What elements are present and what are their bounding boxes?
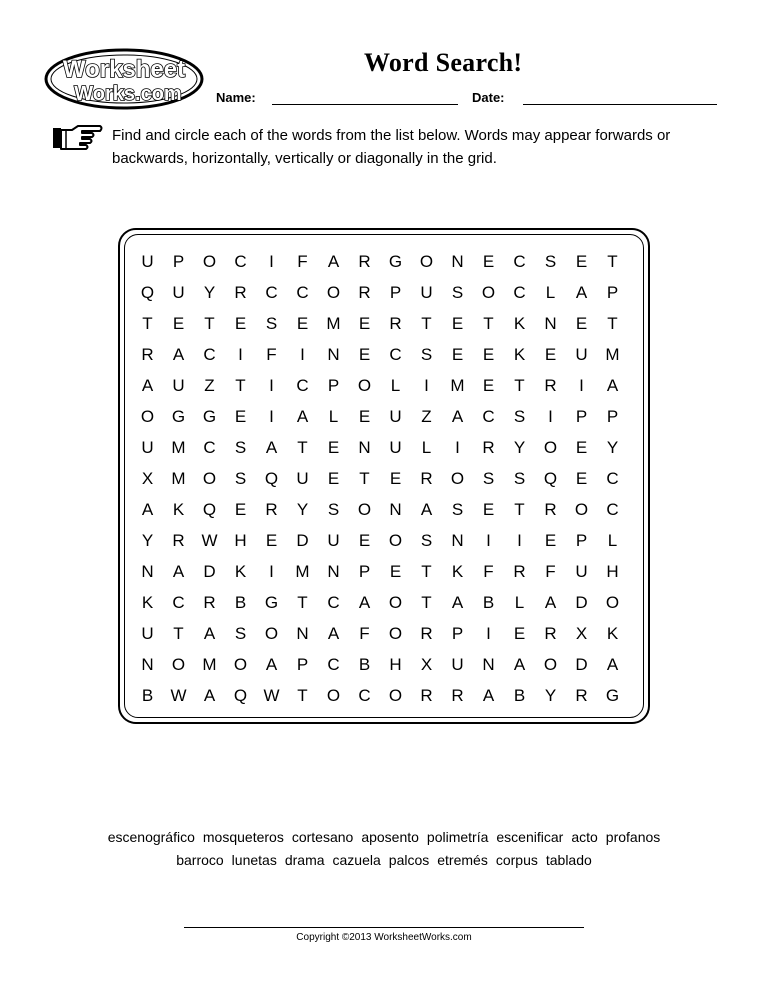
grid-letter[interactable]: P — [575, 531, 588, 550]
grid-letter[interactable]: M — [450, 376, 465, 395]
name-label: Name: — [216, 90, 256, 105]
grid-letter[interactable]: G — [605, 686, 620, 705]
grid-letter[interactable]: R — [482, 438, 495, 457]
grid-letter[interactable]: E — [172, 314, 185, 333]
grid-letter[interactable]: S — [451, 500, 464, 519]
grid-letter[interactable]: D — [296, 531, 309, 550]
grid-letter[interactable]: S — [234, 624, 247, 643]
grid-letter[interactable]: I — [269, 407, 274, 426]
grid-letter[interactable]: R — [420, 624, 433, 643]
grid-letter[interactable]: N — [327, 562, 340, 581]
grid-letter[interactable]: W — [201, 531, 218, 550]
grid-letter[interactable]: O — [357, 376, 372, 395]
grid-letter[interactable]: R — [544, 376, 557, 395]
grid-letter[interactable]: W — [170, 686, 187, 705]
grid-letter[interactable]: U — [575, 345, 588, 364]
grid-letter[interactable]: N — [141, 562, 154, 581]
grid-letter[interactable]: W — [263, 686, 280, 705]
grid-letter[interactable]: C — [172, 593, 185, 612]
grid-letter[interactable]: E — [389, 562, 402, 581]
grid-letter[interactable]: E — [451, 314, 464, 333]
grid-letter[interactable]: P — [358, 562, 371, 581]
grid-letter[interactable]: P — [172, 252, 185, 271]
grid-letter[interactable]: O — [605, 593, 620, 612]
grid-letter[interactable]: C — [203, 345, 216, 364]
grid-letter[interactable]: A — [203, 686, 216, 705]
grid-letter[interactable]: F — [545, 562, 556, 581]
grid-letter[interactable]: I — [486, 624, 491, 643]
grid-letter[interactable]: R — [358, 283, 371, 302]
grid-letter[interactable]: N — [389, 500, 402, 519]
grid-letter[interactable]: O — [140, 407, 155, 426]
grid-letter[interactable]: T — [421, 314, 432, 333]
grid-letter[interactable]: L — [514, 593, 525, 612]
grid-letter[interactable]: O — [202, 252, 217, 271]
grid-letter[interactable]: P — [389, 283, 402, 302]
worksheetworks-logo — [44, 48, 204, 110]
grid-letter[interactable]: G — [171, 407, 186, 426]
grid-letter[interactable]: T — [421, 593, 432, 612]
grid-letter[interactable]: A — [420, 500, 433, 519]
grid-letter[interactable]: N — [451, 252, 464, 271]
grid-letter[interactable]: U — [451, 655, 464, 674]
grid-letter[interactable]: U — [141, 438, 154, 457]
grid-letter[interactable]: N — [358, 438, 371, 457]
grid-letter[interactable]: O — [388, 624, 403, 643]
grid-letter[interactable]: E — [482, 376, 495, 395]
grid-letter[interactable]: I — [238, 345, 243, 364]
grid-letter[interactable]: Y — [544, 686, 557, 705]
grid-letter[interactable]: T — [235, 376, 246, 395]
grid-letter[interactable]: G — [264, 593, 279, 612]
grid-row — [132, 432, 628, 463]
grid-letter[interactable]: S — [420, 345, 433, 364]
grid-letter[interactable]: E — [234, 314, 247, 333]
grid-letter[interactable]: I — [486, 531, 491, 550]
word-list-item: drama — [284, 852, 325, 868]
word-list-item: tablado — [545, 852, 592, 868]
grid-row — [132, 463, 628, 494]
grid-letter[interactable]: K — [513, 314, 526, 333]
grid-letter[interactable]: T — [607, 252, 618, 271]
grid-letter[interactable]: F — [297, 252, 308, 271]
grid-letter[interactable]: A — [265, 655, 278, 674]
grid-letter[interactable]: A — [296, 407, 309, 426]
grid-letter[interactable]: O — [264, 624, 279, 643]
grid-letter[interactable]: A — [544, 593, 557, 612]
grid-letter[interactable]: O — [388, 531, 403, 550]
grid-letter[interactable]: M — [171, 469, 186, 488]
grid-letter[interactable]: X — [420, 655, 433, 674]
grid-letter[interactable]: O — [171, 655, 186, 674]
grid-letter[interactable]: C — [606, 469, 619, 488]
grid-letter[interactable]: C — [265, 283, 278, 302]
grid-letter[interactable]: K — [513, 345, 526, 364]
grid-letter[interactable]: I — [269, 252, 274, 271]
grid-row — [132, 556, 628, 587]
grid-letter[interactable]: U — [172, 376, 185, 395]
grid-letter[interactable]: R — [575, 686, 588, 705]
grid-letter[interactable]: R — [544, 624, 557, 643]
grid-row — [132, 277, 628, 308]
grid-letter[interactable]: R — [420, 686, 433, 705]
grid-letter[interactable]: H — [389, 655, 402, 674]
grid-letter[interactable]: M — [295, 562, 310, 581]
grid-letter[interactable]: F — [266, 345, 277, 364]
grid-letter[interactable]: F — [359, 624, 370, 643]
grid-letter[interactable]: K — [141, 593, 154, 612]
grid-letter[interactable]: A — [513, 655, 526, 674]
grid-letter[interactable]: E — [482, 345, 495, 364]
grid-letter[interactable]: G — [202, 407, 217, 426]
grid-letter[interactable]: B — [482, 593, 495, 612]
grid-letter[interactable]: T — [359, 469, 370, 488]
grid-letter[interactable]: C — [234, 252, 247, 271]
grid-letter[interactable]: U — [389, 407, 402, 426]
grid-row — [132, 246, 628, 277]
grid-letter[interactable]: O — [326, 283, 341, 302]
word-list-item: escenográfico — [107, 829, 195, 845]
grid-letter[interactable]: E — [482, 252, 495, 271]
grid-letter[interactable]: O — [233, 655, 248, 674]
word-list-item: etremés — [437, 852, 488, 868]
grid-letter[interactable]: C — [389, 345, 402, 364]
grid-letter[interactable]: P — [575, 407, 588, 426]
grid-letter[interactable]: T — [514, 376, 525, 395]
word-list-line2 — [0, 852, 768, 868]
date-label: Date: — [472, 90, 505, 105]
grid-letter[interactable]: O — [419, 252, 434, 271]
grid-letter[interactable]: E — [389, 469, 402, 488]
word-list-line1 — [0, 829, 768, 845]
grid-letter[interactable]: F — [483, 562, 494, 581]
grid-letter[interactable]: P — [606, 283, 619, 302]
grid-letter[interactable]: A — [327, 252, 340, 271]
grid-letter[interactable]: B — [513, 686, 526, 705]
grid-letter[interactable]: Q — [233, 686, 248, 705]
grid-letter[interactable]: T — [142, 314, 153, 333]
grid-letter[interactable]: A — [172, 562, 185, 581]
page-title: Word Search! — [364, 48, 523, 77]
grid-row — [132, 587, 628, 618]
grid-letter[interactable]: C — [482, 407, 495, 426]
grid-letter[interactable]: A — [606, 655, 619, 674]
grid-letter[interactable]: S — [234, 469, 247, 488]
grid-letter[interactable]: Q — [543, 469, 558, 488]
grid-letter[interactable]: E — [544, 531, 557, 550]
grid-letter[interactable]: R — [513, 562, 526, 581]
grid-letter[interactable]: C — [513, 252, 526, 271]
grid-letter[interactable]: U — [327, 531, 340, 550]
grid-letter[interactable]: U — [420, 283, 433, 302]
grid-letter[interactable]: X — [575, 624, 588, 643]
grid-row — [132, 308, 628, 339]
grid-letter[interactable]: I — [424, 376, 429, 395]
grid-letter[interactable]: P — [451, 624, 464, 643]
grid-letter[interactable]: A — [451, 593, 464, 612]
grid-letter[interactable]: T — [173, 624, 184, 643]
grid-letter[interactable]: E — [265, 531, 278, 550]
grid-letter[interactable]: R — [451, 686, 464, 705]
grid-letter[interactable]: U — [389, 438, 402, 457]
grid-letter[interactable]: L — [328, 407, 339, 426]
instructions-text: Find and circle each of the words from the list below. Words may appear forwards or backwards, horizontally, vertically or diagonally in the grid. — [112, 127, 671, 167]
word-list-item: escenificar — [496, 829, 564, 845]
grid-row — [132, 525, 628, 556]
grid-letter[interactable]: C — [296, 376, 309, 395]
grid-letter[interactable]: L — [545, 283, 556, 302]
grid-letter[interactable]: E — [234, 500, 247, 519]
grid-row — [132, 618, 628, 649]
grid-row — [132, 680, 628, 711]
grid-letter[interactable]: I — [517, 531, 522, 550]
grid-letter[interactable]: I — [269, 562, 274, 581]
grid-letter[interactable]: Q — [202, 500, 217, 519]
grid-letter[interactable]: O — [481, 283, 496, 302]
grid-letter[interactable]: I — [269, 376, 274, 395]
grid-letter[interactable]: N — [451, 531, 464, 550]
grid-row — [132, 401, 628, 432]
grid-letter[interactable]: B — [358, 655, 371, 674]
grid-letter[interactable]: T — [297, 686, 308, 705]
grid-letter[interactable]: A — [327, 624, 340, 643]
grid-letter[interactable]: R — [420, 469, 433, 488]
grid-letter[interactable]: A — [265, 438, 278, 457]
grid-letter[interactable]: E — [327, 438, 340, 457]
grid-letter[interactable]: R — [141, 345, 154, 364]
grid-letter[interactable]: S — [451, 283, 464, 302]
grid-letter[interactable]: L — [607, 531, 618, 550]
letter-grid — [132, 246, 628, 711]
grid-letter[interactable]: C — [358, 686, 371, 705]
grid-letter[interactable]: Y — [296, 500, 309, 519]
grid-row — [132, 649, 628, 680]
grid-letter[interactable]: O — [202, 469, 217, 488]
grid-letter[interactable]: A — [141, 376, 154, 395]
grid-letter[interactable]: O — [450, 469, 465, 488]
grid-letter[interactable]: E — [513, 624, 526, 643]
grid-letter[interactable]: S — [544, 252, 557, 271]
grid-letter[interactable]: O — [357, 500, 372, 519]
grid-letter[interactable]: S — [327, 500, 340, 519]
grid-letter[interactable]: D — [203, 562, 216, 581]
word-list-item: acto — [571, 829, 598, 845]
grid-letter[interactable]: K — [606, 624, 619, 643]
grid-row — [132, 494, 628, 525]
grid-letter[interactable]: S — [482, 469, 495, 488]
grid-letter[interactable]: A — [575, 283, 588, 302]
grid-letter[interactable]: R — [265, 500, 278, 519]
grid-letter[interactable]: O — [326, 686, 341, 705]
grid-letter[interactable]: U — [296, 469, 309, 488]
grid-letter[interactable]: K — [451, 562, 464, 581]
grid-letter[interactable]: A — [606, 376, 619, 395]
grid-letter[interactable]: U — [575, 562, 588, 581]
grid-letter[interactable]: A — [451, 407, 464, 426]
logo-line2: Works.com — [74, 83, 182, 105]
grid-letter[interactable]: E — [575, 438, 588, 457]
grid-letter[interactable]: R — [172, 531, 185, 550]
grid-letter[interactable]: E — [482, 500, 495, 519]
grid-letter[interactable]: B — [234, 593, 247, 612]
grid-letter[interactable]: P — [296, 655, 309, 674]
grid-letter[interactable]: O — [388, 686, 403, 705]
grid-letter[interactable]: E — [544, 345, 557, 364]
grid-letter[interactable]: A — [358, 593, 371, 612]
grid-letter[interactable]: T — [514, 500, 525, 519]
grid-letter[interactable]: R — [234, 283, 247, 302]
grid-letter[interactable]: S — [513, 469, 526, 488]
grid-letter[interactable]: C — [513, 283, 526, 302]
word-list-item: polimetría — [426, 829, 489, 845]
grid-letter[interactable]: Y — [203, 283, 216, 302]
grid-letter[interactable]: K — [172, 500, 185, 519]
grid-letter[interactable]: I — [300, 345, 305, 364]
grid-letter[interactable]: R — [389, 314, 402, 333]
grid-letter[interactable]: T — [297, 593, 308, 612]
grid-letter[interactable]: P — [606, 407, 619, 426]
grid-letter[interactable]: O — [543, 438, 558, 457]
grid-letter[interactable]: L — [390, 376, 401, 395]
grid-letter[interactable]: E — [358, 314, 371, 333]
grid-letter[interactable]: E — [451, 345, 464, 364]
grid-letter[interactable]: N — [296, 624, 309, 643]
grid-letter[interactable]: A — [482, 686, 495, 705]
grid-letter[interactable]: S — [234, 438, 247, 457]
grid-letter[interactable]: T — [297, 438, 308, 457]
grid-letter[interactable]: E — [575, 314, 588, 333]
word-list-item: palcos — [388, 852, 430, 868]
grid-letter[interactable]: O — [388, 593, 403, 612]
name-field[interactable] — [272, 104, 458, 105]
grid-letter[interactable]: Y — [141, 531, 154, 550]
grid-letter[interactable]: Z — [421, 407, 432, 426]
grid-letter[interactable]: N — [544, 314, 557, 333]
grid-letter[interactable]: Y — [513, 438, 526, 457]
grid-letter[interactable]: I — [455, 438, 460, 457]
grid-letter[interactable]: A — [203, 624, 216, 643]
grid-letter[interactable]: Q — [264, 469, 279, 488]
footer-divider — [184, 927, 584, 928]
grid-letter[interactable]: U — [141, 252, 154, 271]
grid-letter[interactable]: Z — [204, 376, 215, 395]
grid-letter[interactable]: E — [327, 469, 340, 488]
grid-letter[interactable]: C — [327, 655, 340, 674]
grid-letter[interactable]: M — [605, 345, 620, 364]
grid-letter[interactable]: E — [358, 345, 371, 364]
grid-letter[interactable]: T — [204, 314, 215, 333]
word-list-item: lunetas — [231, 852, 277, 868]
grid-letter[interactable]: E — [358, 531, 371, 550]
grid-letter[interactable]: R — [358, 252, 371, 271]
grid-letter[interactable]: E — [358, 407, 371, 426]
grid-letter[interactable]: C — [296, 283, 309, 302]
grid-letter[interactable]: I — [548, 407, 553, 426]
grid-letter[interactable]: X — [141, 469, 154, 488]
grid-letter[interactable]: Q — [140, 283, 155, 302]
word-list-item: cortesano — [291, 829, 354, 845]
grid-letter[interactable]: A — [141, 500, 154, 519]
grid-letter[interactable]: G — [388, 252, 403, 271]
word-list-item: mosqueteros — [202, 829, 284, 845]
grid-letter[interactable]: D — [575, 655, 588, 674]
grid-letter[interactable]: P — [327, 376, 340, 395]
grid-letter[interactable]: T — [421, 562, 432, 581]
grid-letter[interactable]: O — [543, 655, 558, 674]
grid-letter[interactable]: D — [575, 593, 588, 612]
logo-line1: Worksheet — [62, 56, 186, 83]
grid-letter[interactable]: R — [203, 593, 216, 612]
grid-letter[interactable]: N — [141, 655, 154, 674]
grid-letter[interactable]: Y — [606, 438, 619, 457]
word-list-item: corpus — [495, 852, 538, 868]
grid-letter[interactable]: M — [202, 655, 217, 674]
grid-letter[interactable]: L — [421, 438, 432, 457]
grid-letter[interactable]: E — [296, 314, 309, 333]
grid-letter[interactable]: I — [579, 376, 584, 395]
word-list-item: profanos — [605, 829, 661, 845]
date-field[interactable] — [523, 104, 717, 105]
grid-letter[interactable]: S — [513, 407, 526, 426]
word-list-item: aposento — [361, 829, 419, 845]
grid-letter[interactable]: C — [203, 438, 216, 457]
grid-letter[interactable]: K — [234, 562, 247, 581]
grid-letter[interactable]: H — [234, 531, 247, 550]
grid-letter[interactable]: U — [172, 283, 185, 302]
grid-letter[interactable]: E — [575, 252, 588, 271]
grid-letter[interactable]: B — [141, 686, 154, 705]
grid-letter[interactable]: M — [171, 438, 186, 457]
grid-letter[interactable]: A — [172, 345, 185, 364]
grid-letter[interactable]: M — [326, 314, 341, 333]
word-list-item: cazuela — [332, 852, 381, 868]
copyright-text: Copyright ©2013 WorksheetWorks.com — [296, 932, 472, 943]
grid-letter[interactable]: T — [607, 314, 618, 333]
grid-letter[interactable]: E — [575, 469, 588, 488]
grid-row — [132, 370, 628, 401]
grid-letter[interactable]: C — [327, 593, 340, 612]
word-list-item: barroco — [176, 852, 224, 868]
grid-letter[interactable]: R — [544, 500, 557, 519]
grid-letter[interactable]: O — [574, 500, 589, 519]
grid-letter[interactable]: U — [141, 624, 154, 643]
grid-letter[interactable]: S — [265, 314, 278, 333]
grid-letter[interactable]: H — [606, 562, 619, 581]
grid-letter[interactable]: N — [482, 655, 495, 674]
grid-letter[interactable]: E — [234, 407, 247, 426]
grid-letter[interactable]: N — [327, 345, 340, 364]
grid-letter[interactable]: S — [420, 531, 433, 550]
grid-letter[interactable]: T — [483, 314, 494, 333]
grid-row — [132, 339, 628, 370]
grid-letter[interactable]: C — [606, 500, 619, 519]
pointing-hand-icon — [52, 124, 104, 152]
